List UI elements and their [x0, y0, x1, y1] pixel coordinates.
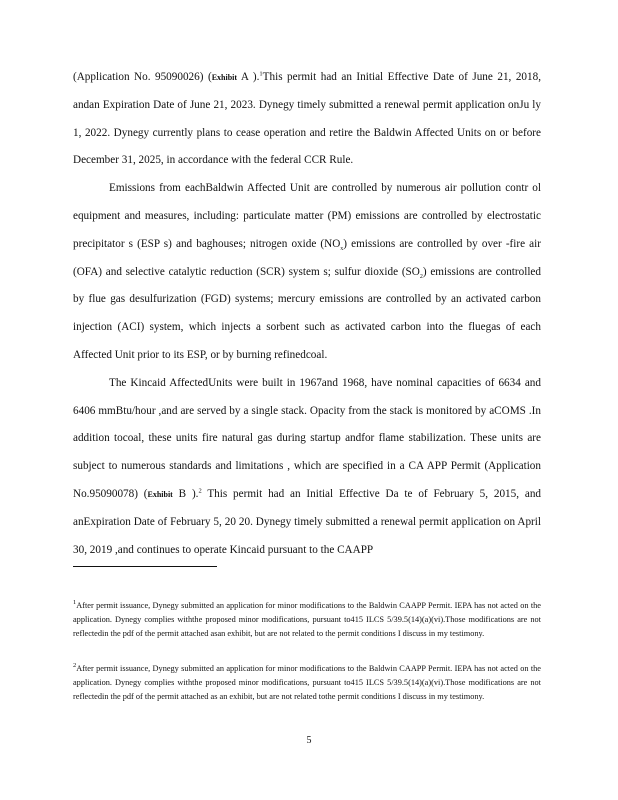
footnote-ref-2[interactable]: 2 [198, 487, 202, 495]
paragraph-1 [73, 64, 541, 175]
exhibit-b-letter: B ). [172, 487, 199, 500]
footnote-1 [73, 599, 541, 640]
paragraph-1-text: This permit had an Initial Effective Date of June 21, 2018, andan Expiration Date of June 21, 2023. Dynegy timely submitted a renewal permit application onJu ly 1, 2022. Dynegy currently plans to cease operation and retire the Baldwin Affected Units on or before December 31, 2025, in accordance with the federal CCR Rule. [73, 71, 541, 167]
paragraph-2-text-a: Emissions from eachBaldwin Affected Unit are controlled by numerous air pollution contr ol equipment and measures, including: particulate matter (PM) emissions are controlled by electrostatic precipitator s (ESP s) and baghouses; nitrogen oxide (NO [73, 182, 541, 250]
so2-subscript: 2 [419, 273, 423, 280]
paragraph-2-text-c: ) emissions are controlled by flue gas desulfurization (FGD) systems; mercury emissions are controlled by an activated carbon injection (ACI) system, which injects a sorbent such as activated carbon into the fluegas of each Affected Unit prior to its ESP, or by burning refinedcoal. [73, 265, 541, 361]
paragraph-1-lead: (Application No. 95090026) ( [73, 71, 212, 83]
page-number: 5 [306, 735, 312, 746]
footnote-separator [73, 566, 217, 567]
footnote-1-number: 1 [73, 599, 77, 607]
paragraph-2 [73, 175, 541, 370]
body-text [73, 64, 541, 564]
footnote-2 [73, 662, 541, 703]
footnote-2-number: 2 [73, 662, 77, 670]
paragraph-3-text-b: This permit had an Initial Effective Da te of February 5, 2015, and anExpiration Date of February 5, 20 20. Dynegy timely submitted a renewal permit application on April 30, 2019 ,and continues to operate Kincaid pursuant to the CAAPP [73, 487, 542, 556]
paragraph-2-text-b: ) emissions are controlled by over -fire air (OFA) and selective catalytic reduction (SCR) system s; sulfur dioxide (SO [73, 237, 541, 278]
footnote-2-text: After permit issuance, Dynegy submitted an application for minor modifications to the Baldwin CAAPP Permit. IEPA has not acted on the application. Dynegy complies withthe proposed minor modifications, pursuant to415 ILCS 5/39.5(14)(a)(vi).Those modifications are not reflectedin the pdf of the permit attached as an exhibit, but are not related tothe permit conditions I discuss in my testimony. [73, 664, 541, 701]
paragraph-3 [73, 370, 541, 565]
exhibit-a-letter: A ). [237, 71, 260, 83]
nox-subscript: x [340, 246, 344, 253]
footnote-1-text: After permit issuance, Dynegy submitted an application for minor modifications to the Baldwin CAAPP Permit. IEPA has not acted on the application. Dynegy complies withthe proposed minor modifications, pursuant to415 ILCS 5/39.5(14)(a)(vi).Those modifications are not reflectedin the pdf of the permit attached asan exhibit, but are not related to the permit conditions I discuss in my testimony. [73, 601, 541, 638]
exhibit-a-label: Exhibit [211, 73, 238, 82]
exhibit-b-label: Exhibit [147, 489, 173, 499]
footnote-ref-1[interactable]: 1 [259, 70, 263, 78]
paragraph-3-text-a: The Kincaid AffectedUnits were built in 1967and 1968, have nominal capacities of 6634 and 6406 mmBtu/hour ,and are served by a single stack. Opacity from the stack is monitored by aCOMS .In addition tocoal, these units fire natural gas during startup andfor flame stabilization. These units are subject to numerous standards and limitations , which are specified in a CA APP Permit (Application No.95090078) ( [73, 376, 541, 500]
